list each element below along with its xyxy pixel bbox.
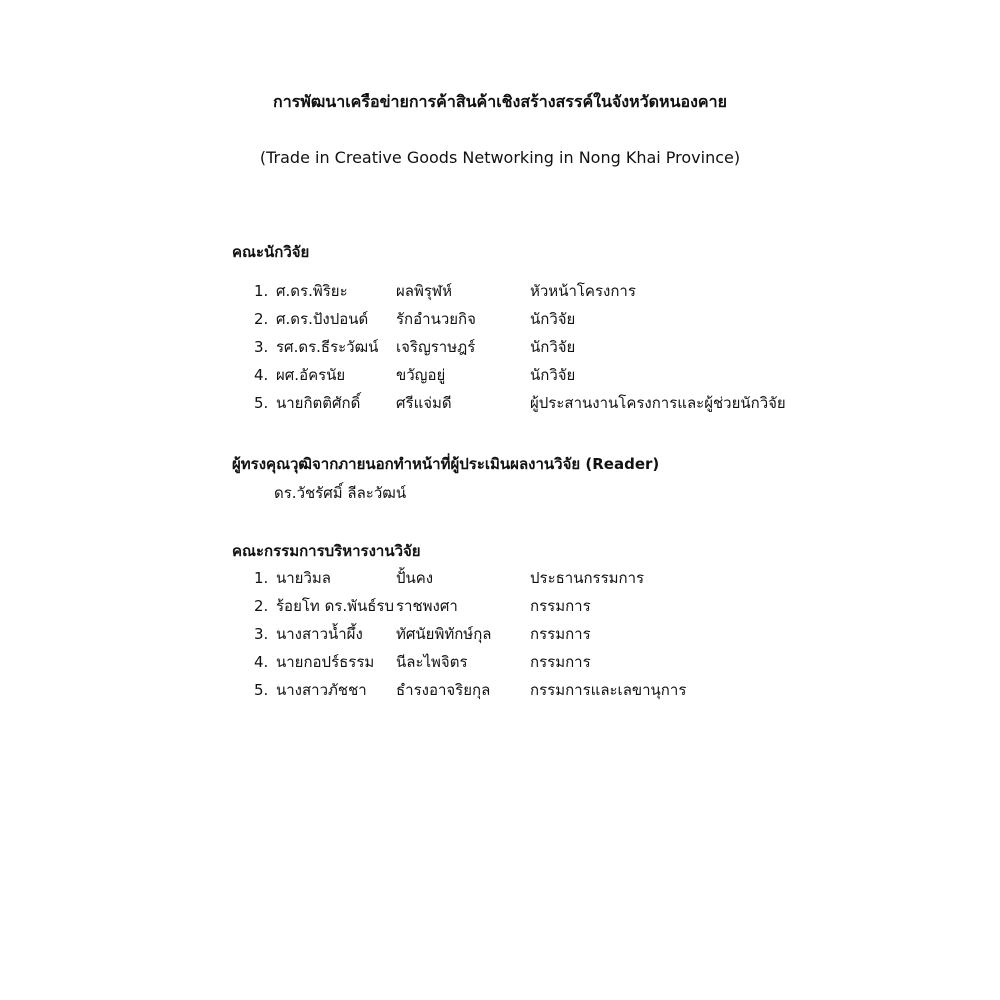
reader-name: ดร.วัชรัศมิ์ ลีละวัฒน์ <box>274 484 407 502</box>
researcher-row <box>254 277 786 305</box>
committee-role: กรรมการและเลขานุการ <box>530 681 687 699</box>
researcher-name: นายกิตติศักดิ์ <box>276 394 361 412</box>
row-number: 4. <box>254 653 269 671</box>
researcher-surname: เจริญราษฎร์ <box>396 338 476 356</box>
row-number: 1. <box>254 569 269 587</box>
committee-row <box>254 676 686 704</box>
committee-role: ประธานกรรมการ <box>530 569 645 587</box>
researcher-role: ผู้ประสานงานโครงการและผู้ช่วยนักวิจัย <box>530 394 786 412</box>
row-number: 5. <box>254 394 269 412</box>
researcher-surname: รักอำนวยกิจ <box>396 310 476 328</box>
committee-surname: นีละไพจิตร <box>396 653 468 671</box>
reader-heading: ผู้ทรงคุณวุฒิจากภายนอกทำหน้าที่ผู้ประเมินผลงานวิจัย (Reader) <box>232 455 660 473</box>
committee-name: นายกอปร์ธรรม <box>276 653 375 671</box>
committee-name: ร้อยโท ดร.พันธ์รบ <box>276 597 395 615</box>
committee-row <box>254 648 686 676</box>
committee-heading: คณะกรรมการบริหารงานวิจัย <box>232 542 421 560</box>
researcher-name: ศ.ดร.พิริยะ <box>276 282 348 300</box>
researcher-name: รศ.ดร.ธีระวัฒน์ <box>276 338 379 356</box>
row-number: 3. <box>254 338 269 356</box>
row-number: 2. <box>254 597 269 615</box>
row-number: 4. <box>254 366 269 384</box>
committee-role: กรรมการ <box>530 653 591 671</box>
researcher-row <box>254 361 786 389</box>
row-number: 5. <box>254 681 269 699</box>
researchers-list <box>254 277 786 417</box>
committee-list <box>254 564 686 704</box>
researcher-row <box>254 305 786 333</box>
document-title-thai: การพัฒนาเครือข่ายการค้าสินค้าเชิงสร้างสรรค์ในจังหวัดหนองคาย <box>273 92 727 111</box>
researcher-row <box>254 333 786 361</box>
committee-surname: ปั้นคง <box>396 569 434 587</box>
row-number: 3. <box>254 625 269 643</box>
document-title-english: (Trade in Creative Goods Networking in Nong Khai Province) <box>259 148 741 167</box>
researchers-heading: คณะนักวิจัย <box>232 243 310 261</box>
researcher-surname: ศรีแจ่มดี <box>396 394 452 412</box>
researcher-name: ผศ.อัครนัย <box>276 366 346 384</box>
committee-name: นางสาวน้ำผึ้ง <box>276 625 363 643</box>
row-number: 2. <box>254 310 269 328</box>
committee-surname: ธำรงอาจริยกุล <box>396 681 491 699</box>
researcher-role: นักวิจัย <box>530 338 576 356</box>
researcher-name: ศ.ดร.ปังปอนด์ <box>276 310 369 328</box>
researcher-surname: ขวัญอยู่ <box>396 366 446 384</box>
researcher-role: นักวิจัย <box>530 366 576 384</box>
researcher-role: นักวิจัย <box>530 310 576 328</box>
row-number: 1. <box>254 282 269 300</box>
committee-role: กรรมการ <box>530 597 591 615</box>
committee-role: กรรมการ <box>530 625 591 643</box>
committee-name: นายวิมล <box>276 569 331 587</box>
committee-row <box>254 620 686 648</box>
researcher-row <box>254 389 786 417</box>
committee-row <box>254 592 686 620</box>
researcher-role: หัวหน้าโครงการ <box>530 282 636 300</box>
committee-name: นางสาวภัชชา <box>276 681 367 699</box>
committee-surname: ราชพงศา <box>396 597 458 615</box>
committee-surname: ทัศนัยพิทักษ์กุล <box>396 625 492 643</box>
committee-row <box>254 564 686 592</box>
researcher-surname: ผลพิรุฬห์ <box>396 282 453 300</box>
